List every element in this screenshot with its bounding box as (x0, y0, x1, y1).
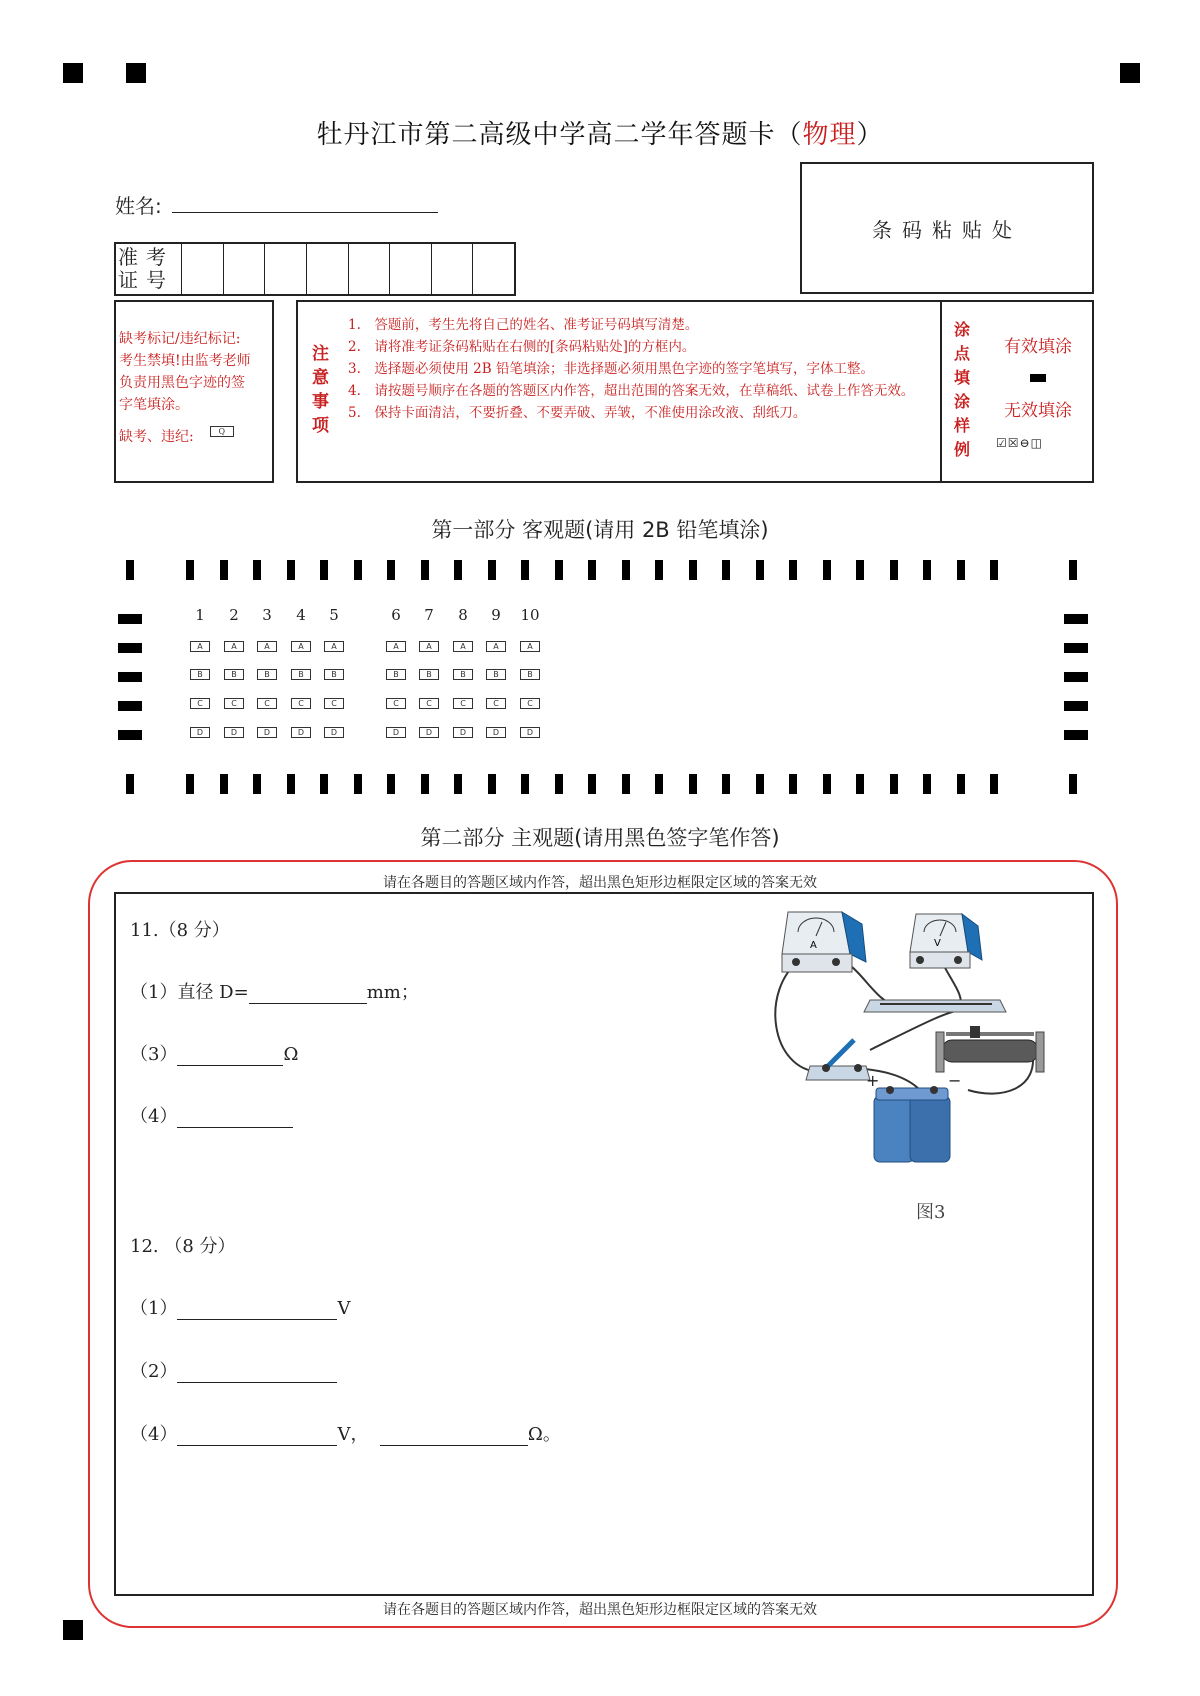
fill-valid-label: 有效填涂 (1004, 337, 1072, 357)
timing-mark-bottom (722, 774, 730, 794)
exam-id-cell[interactable] (307, 244, 349, 294)
timing-mark-top (126, 560, 134, 580)
timing-mark-top (990, 560, 998, 580)
absence-line: 缺考标记/违纪标记: (119, 331, 241, 347)
note-item: 3. 选择题必须使用 2B 铅笔填涂；非选择题必须用黑色字迹的签字笔填写，字体工整。 (348, 361, 874, 377)
ammeter-label: A (810, 940, 817, 951)
q12-part2-blank[interactable] (177, 1365, 337, 1383)
exam-id-cell[interactable] (224, 244, 266, 294)
answer-region-warning-bottom: 请在各题目的答题区域内作答，超出黑色矩形边框限定区域的答案无效 (383, 1602, 817, 1618)
q12-part1-blank[interactable] (177, 1302, 337, 1320)
timing-mark-bottom (253, 774, 261, 794)
circuit-diagram (770, 900, 1070, 1190)
row-timing-mark (118, 643, 142, 653)
timing-mark-top (521, 560, 529, 580)
timing-mark-top (1069, 560, 1077, 580)
mc-option-bubble-c[interactable]: C (324, 698, 344, 709)
mc-option-bubble-c[interactable]: C (257, 698, 277, 709)
timing-mark-top (923, 560, 931, 580)
timing-mark-top (588, 560, 596, 580)
q11-part4: （4） (130, 1102, 293, 1128)
exam-id-cell[interactable] (182, 244, 224, 294)
row-timing-mark (118, 730, 142, 740)
timing-mark-top (354, 560, 362, 580)
mc-option-bubble-b[interactable]: B (386, 669, 406, 680)
mc-option-bubble-d[interactable]: D (324, 727, 344, 738)
timing-mark-bottom (454, 774, 462, 794)
mc-option-bubble-d[interactable]: D (419, 727, 439, 738)
ammeter-icon (782, 912, 866, 972)
mc-option-bubble-c[interactable]: C (386, 698, 406, 709)
answer-region-warning-top: 请在各题目的答题区域内作答，超出黑色矩形边框限定区域的答案无效 (383, 875, 817, 891)
absence-line: 考生禁填!由监考老师 (119, 353, 251, 369)
mc-option-bubble-d[interactable]: D (257, 727, 277, 738)
mc-option-bubble-d[interactable]: D (520, 727, 540, 738)
mc-option-bubble-d[interactable]: D (224, 727, 244, 738)
mc-option-bubble-d[interactable]: D (190, 727, 210, 738)
timing-mark-bottom (387, 774, 395, 794)
timing-mark-bottom (521, 774, 529, 794)
mc-option-bubble-a[interactable]: A (419, 641, 439, 652)
mc-question-number: 7 (424, 606, 434, 624)
mc-question-number: 6 (391, 606, 401, 624)
alignment-mark-bottom-left (63, 1620, 83, 1640)
fill-invalid-examples: ☑☒⊖◫ (996, 436, 1043, 450)
mc-question-number: 1 (195, 606, 205, 624)
figure-caption: 图3 (916, 1202, 946, 1223)
timing-mark-bottom (186, 774, 194, 794)
notes-title: 注意事项 (312, 344, 329, 436)
timing-mark-top (555, 560, 563, 580)
mc-option-bubble-d[interactable]: D (291, 727, 311, 738)
timing-mark-top (890, 560, 898, 580)
timing-mark-top (220, 560, 228, 580)
note-item: 5. 保持卡面清洁，不要折叠、不要弄破、弄皱，不准使用涂改液、刮纸刀。 (348, 405, 807, 421)
mc-option-bubble-b[interactable]: B (291, 669, 311, 680)
timing-mark-bottom (1069, 774, 1077, 794)
absence-mark-label: 缺考、违纪: (119, 429, 194, 445)
row-timing-mark (118, 701, 142, 711)
mc-option-bubble-a[interactable]: A (520, 641, 540, 652)
alignment-mark-top-right (1120, 63, 1140, 83)
mc-option-bubble-a[interactable]: A (291, 641, 311, 652)
mc-option-bubble-a[interactable]: A (190, 641, 210, 652)
timing-mark-top (756, 560, 764, 580)
resistance-wire-board-icon (864, 1000, 1006, 1012)
timing-mark-bottom (689, 774, 697, 794)
name-label: 姓名: (115, 194, 162, 218)
row-timing-mark (118, 614, 142, 624)
timing-mark-top (689, 560, 697, 580)
mc-question-number: 9 (491, 606, 501, 624)
timing-mark-top (320, 560, 328, 580)
q11-part1: （1）直径 D= mm； (130, 982, 419, 1003)
absence-line: 负责用黑色字迹的签 (119, 375, 245, 391)
exam-id-label: 准考证号 (116, 244, 182, 294)
timing-mark-bottom (287, 774, 295, 794)
mc-option-bubble-c[interactable]: C (520, 698, 540, 709)
q12-part1: （1） V (130, 1298, 351, 1319)
mc-option-bubble-a[interactable]: A (453, 641, 473, 652)
mc-option-bubble-d[interactable]: D (386, 727, 406, 738)
mc-option-bubble-b[interactable]: B (257, 669, 277, 680)
timing-mark-top (387, 560, 395, 580)
note-item: 4. 请按题号顺序在各题的答题区内作答，超出范围的答案无效，在草稿纸、试卷上作答无效。 (348, 383, 915, 399)
timing-mark-top (287, 560, 295, 580)
timing-mark-top (789, 560, 797, 580)
row-timing-mark (118, 672, 142, 682)
q12-part4-blank-resistance[interactable] (380, 1428, 528, 1446)
mc-option-bubble-d[interactable]: D (453, 727, 473, 738)
notes-divider (940, 302, 942, 481)
timing-mark-top (722, 560, 730, 580)
timing-mark-bottom (990, 774, 998, 794)
q11-part3: （3） Ω (130, 1044, 299, 1065)
mc-option-bubble-a[interactable]: A (386, 641, 406, 652)
q12-part4: （4） V， Ω。 (130, 1424, 561, 1445)
timing-mark-bottom (923, 774, 931, 794)
timing-mark-top (655, 560, 663, 580)
timing-mark-bottom (890, 774, 898, 794)
row-timing-mark (1064, 643, 1088, 653)
rheostat-icon (936, 1026, 1044, 1072)
mc-question-number: 4 (296, 606, 306, 624)
exam-id-cell[interactable] (390, 244, 432, 294)
timing-mark-bottom (957, 774, 965, 794)
q12-header: 12. （8 分） (130, 1236, 236, 1257)
absence-mark-checkbox[interactable]: Q (210, 426, 234, 437)
exam-id-cell[interactable] (432, 244, 474, 294)
timing-mark-bottom (421, 774, 429, 794)
notes-box (296, 300, 1094, 483)
barcode-area: 条码粘贴处 (800, 162, 1094, 294)
mc-option-bubble-c[interactable]: C (190, 698, 210, 709)
absence-mark-box (114, 300, 274, 483)
q11-part3-blank[interactable] (177, 1048, 283, 1066)
mc-question-number: 3 (262, 606, 272, 624)
mc-question-number: 5 (329, 606, 339, 624)
q12-part2: （2） (130, 1357, 337, 1383)
mc-option-bubble-b[interactable]: B (453, 669, 473, 680)
notes-list (350, 314, 940, 424)
row-timing-mark (1064, 730, 1088, 740)
timing-mark-top (957, 560, 965, 580)
mc-option-bubble-c[interactable]: C (291, 698, 311, 709)
timing-mark-bottom (354, 774, 362, 794)
mc-option-bubble-b[interactable]: B (224, 669, 244, 680)
name-field[interactable] (172, 212, 438, 213)
timing-mark-bottom (488, 774, 496, 794)
timing-mark-bottom (588, 774, 596, 794)
voltmeter-icon (910, 914, 982, 968)
timing-mark-bottom (856, 774, 864, 794)
mc-option-bubble-b[interactable]: B (324, 669, 344, 680)
note-item: 2. 请将准考证条码粘贴在右侧的[条码粘贴处]的方框内。 (348, 339, 696, 355)
mc-option-bubble-b[interactable]: B (190, 669, 210, 680)
section2-title: 第二部分 主观题(请用黑色签字笔作答) (420, 826, 780, 850)
section1-title: 第一部分 客观题(请用 2B 铅笔填涂) (431, 518, 769, 542)
timing-mark-top (823, 560, 831, 580)
fill-invalid-label: 无效填涂 (1004, 401, 1072, 421)
mc-option-bubble-c[interactable]: C (486, 698, 506, 709)
mc-option-bubble-c[interactable]: C (453, 698, 473, 709)
timing-mark-bottom (555, 774, 563, 794)
note-item: 1. 答题前，考生先将自己的姓名、准考证号码填写清楚。 (348, 317, 699, 333)
exam-id-cell[interactable] (349, 244, 391, 294)
timing-mark-top (454, 560, 462, 580)
exam-id-grid (114, 242, 516, 296)
switch-icon (806, 1040, 870, 1080)
q11-part4-blank[interactable] (177, 1110, 293, 1128)
fill-valid-mark (1030, 374, 1046, 382)
mc-option-bubble-b[interactable]: B (419, 669, 439, 680)
timing-mark-bottom (789, 774, 797, 794)
mc-option-bubble-b[interactable]: B (486, 669, 506, 680)
timing-mark-top (622, 560, 630, 580)
mc-option-bubble-b[interactable]: B (520, 669, 540, 680)
mc-option-bubble-c[interactable]: C (419, 698, 439, 709)
mc-option-bubble-a[interactable]: A (224, 641, 244, 652)
q11-part1-blank[interactable] (249, 986, 367, 1004)
mc-option-bubble-d[interactable]: D (486, 727, 506, 738)
battery-plus-label: + (866, 1071, 880, 1090)
timing-mark-bottom (756, 774, 764, 794)
timing-mark-bottom (823, 774, 831, 794)
timing-mark-bottom (622, 774, 630, 794)
mc-question-number: 10 (520, 606, 540, 624)
timing-mark-top (488, 560, 496, 580)
timing-mark-top (186, 560, 194, 580)
mc-question-number: 8 (458, 606, 468, 624)
alignment-mark-top-left-2 (126, 63, 146, 83)
row-timing-mark (1064, 614, 1088, 624)
exam-id-cell[interactable] (473, 244, 514, 294)
timing-mark-top (856, 560, 864, 580)
mc-question-number: 2 (229, 606, 239, 624)
timing-mark-bottom (220, 774, 228, 794)
q12-part4-blank-voltage[interactable] (177, 1428, 337, 1446)
exam-id-cell[interactable] (265, 244, 307, 294)
battery-minus-label: − (948, 1071, 962, 1090)
timing-mark-bottom (126, 774, 134, 794)
mc-option-bubble-a[interactable]: A (257, 641, 277, 652)
alignment-mark-top-left-1 (63, 63, 83, 83)
subject-name: 物理 (802, 120, 857, 150)
q11-header: 11.（8 分） (130, 920, 230, 941)
mc-option-bubble-a[interactable]: A (324, 641, 344, 652)
mc-option-bubble-c[interactable]: C (224, 698, 244, 709)
timing-mark-top (253, 560, 261, 580)
timing-mark-top (421, 560, 429, 580)
fill-sample-title: 涂点填涂样例 (954, 320, 971, 459)
voltmeter-label: V (934, 938, 941, 949)
timing-mark-bottom (655, 774, 663, 794)
row-timing-mark (1064, 672, 1088, 682)
absence-line: 字笔填涂。 (119, 397, 189, 413)
mc-option-bubble-a[interactable]: A (486, 641, 506, 652)
page-title: 牡丹江市第二高级中学高二学年答题卡（物理） (316, 120, 884, 150)
row-timing-mark (1064, 701, 1088, 711)
timing-mark-bottom (320, 774, 328, 794)
